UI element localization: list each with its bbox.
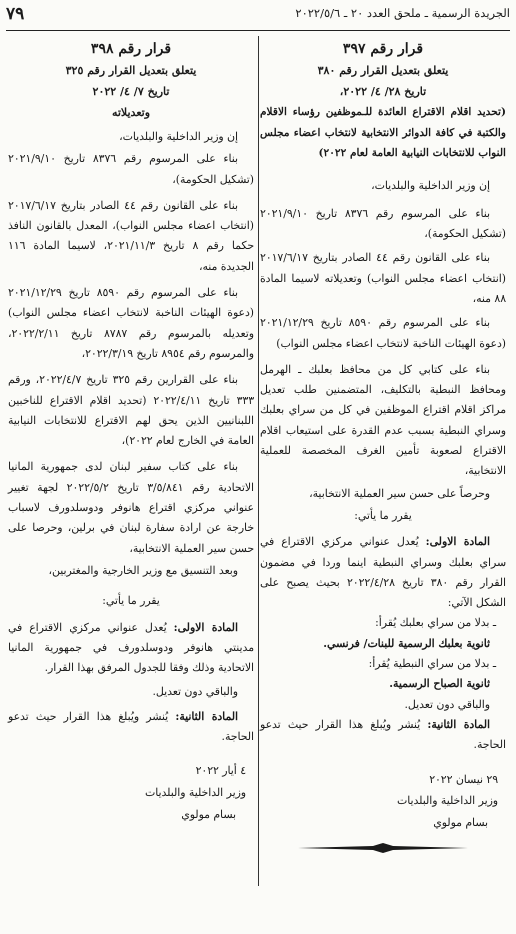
end-ornament — [298, 842, 468, 854]
preamble-paragraph: وبعد التنسيق مع وزير الخارجية والمغتربين، — [48, 563, 238, 577]
article-1-text: يُعدل عنواني مركزي الاقتراع في مدينتي هانوفر ودوسلدورف في جمهورية المانيا الاتحادية وذلك وفقا للجدول المرفق بهذا القرار. — [8, 620, 254, 675]
preamble-paragraph: بناء على المرسوم رقم ٨٥٩٠ تاريخ ٢٠٢١/١٢/٢٩ (دعوة الهيئات الناخبة لانتخاب اعضاء مجلس النواب) وتعديله بالمرسوم رقم ٨٧٨٧ تاريخ ٢٠٢٢/٢/١١، والمرسوم رقم ٨٩٥٤ تاريخ ٢٠٢٢/٣/١٩، — [8, 286, 254, 360]
preamble-paragraph: بناء على القانون رقم ٤٤ الصادر بتاريخ ٢٠١٧/٦/١٧ (انتخاب اعضاء مجلس النواب)، المعدل بالقانون النافذ حكما رقم ٨ تاريخ ٢٠٢١/١١/٣، لاسيما المادة ١١٦ الجديدة منه، — [8, 198, 255, 273]
decision-title: قرار رقم ٣٩٨ — [90, 41, 172, 57]
preamble-paragraph: إن وزير الداخلية والبلديات، — [371, 178, 490, 192]
preamble-paragraph: بناء على كتابي كل من محافظ بعلبك ـ الهرمل ومحافظ النبطية بالتكليف، المتضمنين طلب تعديل مراكز اقلام اقتراع الموظفين في كل من سراي بعلبك وسراي النبطية بسبب عدم القدرة على استيعاب اقلام الاقتراع لصعوبة تأمين الغرف المخصصة للعملية الانتخابية، — [260, 362, 506, 478]
column-divider — [258, 36, 259, 886]
decision-date: تاريخ ٢٨/ ٤/ ٢٠٢٢، — [339, 85, 427, 98]
running-header — [6, 4, 510, 31]
decision-subtitle: يتعلق بتعديل القرار رقم ٣٨٠ — [317, 64, 449, 77]
article-2-text: يُنشر ويُبلغ هذا القرار حيث تدعو الحاجة. — [260, 717, 506, 752]
decision-subject: (تحديد اقلام الاقتراع العائدة للـموظفين رؤساء الاقلام والكتبة في كافة الدوائر الانتخابية لانتخاب اعضاء مجلس النواب للانتخابات النيابية العامة لعام ٢٠٢٢) — [260, 106, 506, 159]
replacement-value: ثانوية الصباح الرسمية. — [389, 677, 490, 691]
article-1 — [260, 532, 506, 613]
replacement-value: ثانوية بعلبك الرسمية للبنات/ فرنسي. — [323, 636, 490, 650]
article-1 — [8, 618, 254, 679]
article-1-text: يُعدل عنواني مركزي الاقتراع في سراي بعلبك وسراي النبطية اينما وردا في مضمون القرار رقم ٣٨٠ تاريخ ٢٠٢٢/٤/٢٨ بحيث يصبح على الشكل الآتي: — [260, 535, 506, 610]
article-2 — [8, 707, 254, 748]
article-2-text: يُنشر ويُبلغ هذا القرار حيث تدعو الحاجة. — [8, 709, 254, 744]
decides-heading: يقرر ما يأتي: — [102, 594, 160, 608]
replacement-item: ـ بدلا من سراي النبطية يُقرأ: — [368, 657, 496, 671]
signature-date: ٤ أيار ٢٠٢٢ — [195, 764, 246, 778]
preamble-paragraph: بناء على المرسوم رقم ٨٣٧٦ تاريخ ٢٠٢١/٩/١٠ (تشكيل الحكومة)، — [8, 152, 254, 186]
article-2-head: المادة الثانية: — [175, 709, 239, 723]
decision-date: تاريخ ٧/ ٤/ ٢٠٢٢ — [92, 85, 170, 98]
decides-heading: يقرر ما يأتي: — [354, 508, 412, 522]
signature-title: وزير الداخلية والبلديات — [397, 793, 498, 807]
decision-subtitle: يتعلق بتعديل القرار رقم ٣٢٥ — [65, 64, 197, 77]
replacement-item: ـ بدلا من سراي بعلبك يُقرأ: — [375, 616, 496, 630]
signature-name: بسام مولوي — [181, 807, 236, 821]
article-2-head: المادة الثانية: — [427, 717, 491, 731]
remaining-unchanged: والباقي دون تعديل. — [404, 697, 490, 711]
preamble-paragraph: وحرصاً على حسن سير العملية الانتخابية، — [309, 486, 490, 500]
remaining-unchanged: والباقي دون تعديل. — [152, 685, 238, 699]
preamble-paragraph: بناء على كتاب سفير لبنان لدى جمهورية المانيا الاتحادية رقم ٣/٥/٨٤١ تاريخ ٢٠٢٢/٥/٢ لجهة تغيير عنواني مركزي اقتراع هانوفر ودوسلدورف لاسباب خارجة عن ارادة سفارة لبنان في برلين، وحرصا على حسن سير العملية الانتخابية، — [8, 460, 254, 555]
decision-398-column — [8, 38, 254, 826]
decision-amendments: وتعديلاته — [111, 106, 151, 119]
preamble-paragraph: بناء على القرارين رقم ٣٢٥ تاريخ ٢٠٢٢/٤/٧، ورقم ٣٣٣ تاريخ ٢٠٢٢/٤/١١ (تحديد اقلام الاقتراع للناخبين اللبنانيين الذين يحق لهم الاقتراع للانتخابات النيابية العامة في الخارج لعام ٢٠٢٢)، — [8, 373, 254, 448]
preamble-paragraph: بناء على المرسوم رقم ٨٥٩٠ تاريخ ٢٠٢١/١٢/٢٩ (دعوة الهيئات الناخبة لانتخاب اعضاء مجلس النواب) — [260, 316, 506, 350]
signature-title: وزير الداخلية والبلديات — [145, 785, 246, 799]
header-title: الجريدة الرسمية ـ ملحق العدد ٢٠ ـ ٢٠٢٢/٥/٦ — [295, 6, 510, 20]
preamble-paragraph: إن وزير الداخلية والبلديات، — [119, 130, 238, 143]
article-1-head: المادة الاولى: — [173, 620, 238, 634]
preamble-paragraph: بناء على القانون رقم ٤٤ الصادر بتاريخ ٢٠١٧/٦/١٧ (انتخاب اعضاء مجلس النواب) وتعديلاته لاسيما المادة ٨٨ منه، — [260, 251, 506, 305]
page-number: ٧٩ — [6, 4, 25, 24]
signature-name: بسام مولوي — [433, 815, 488, 829]
article-1-head: المادة الاولى: — [425, 535, 490, 549]
signature-date: ٢٩ نيسان ٢٠٢٢ — [429, 772, 498, 786]
decision-title: قرار رقم ٣٩٧ — [342, 41, 424, 57]
decision-397-column — [260, 38, 506, 854]
article-2 — [260, 715, 506, 756]
preamble-paragraph: بناء على المرسوم رقم ٨٣٧٦ تاريخ ٢٠٢١/٩/١٠ (تشكيل الحكومة)، — [260, 206, 506, 241]
